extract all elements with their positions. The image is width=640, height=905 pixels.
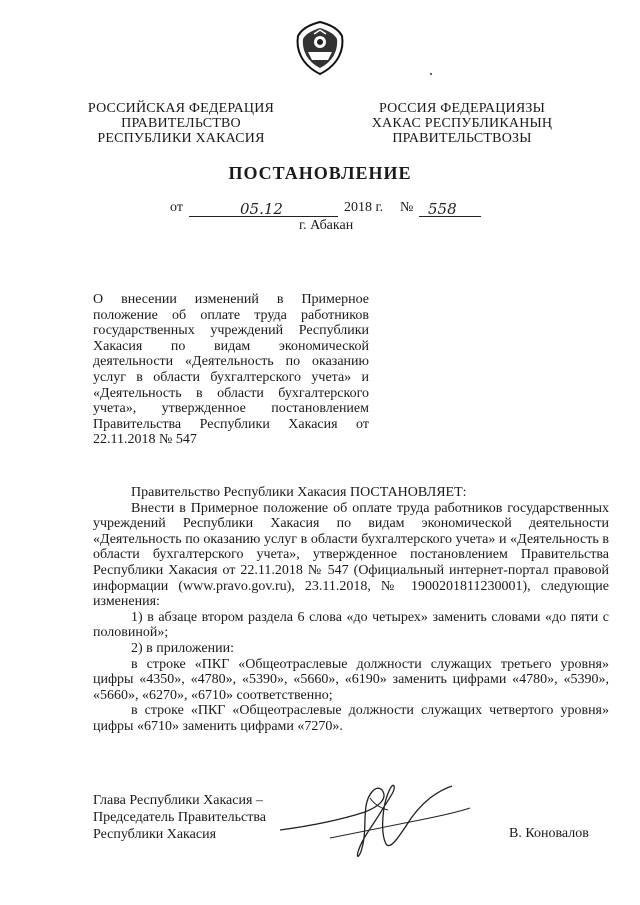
body-paragraph: в строке «ПКГ «Общеотраслевые должности служащих третьего уровня» цифры «4350», «4780», «5390», «5660», «6190» заменить цифрами «4780», «5390», «5660», «6270», «6710» соответственно; [93, 656, 609, 703]
coat-of-arms-icon [294, 20, 346, 76]
date-prefix: от [170, 200, 183, 215]
signatory-position-line: Председатель Правительства [93, 810, 266, 825]
number-sign: № [400, 200, 414, 215]
document-subject: О внесении изменений в Примерное положение об оплате труда работников государственных учреждений Республики Хакасия по видам экономической деятельности «Деятельность по оказанию услуг в области бухгалтерского учета» и «Деятельность в области бухгалтерского учета», утвержденное постановлением Правительства Республики Хакасия от 22.11.2018 № 547 [93, 292, 369, 448]
date-year: 2018 г. [344, 200, 384, 215]
document-title: ПОСТАНОВЛЕНИЕ [228, 163, 412, 183]
header-right-line: ПРАВИТЕЛЬСТВОЗЫ [392, 131, 532, 146]
stray-mark [430, 73, 432, 75]
header-left [86, 101, 276, 146]
body-paragraph: в строке «ПКГ «Общеотраслевые должности служащих четвертого уровня» цифры «6710» заменить цифрами «7270». [93, 703, 609, 734]
signatory-position-line: Глава Республики Хакасия – [93, 793, 263, 808]
body-paragraph: 1) в абзаце втором раздела 6 слова «до четырех» заменить словами «до пяти с половиной»; [93, 609, 609, 641]
date-line [170, 198, 490, 218]
body-paragraph: Правительство Республики Хакасия ПОСТАНОВЛЯЕТ: [131, 485, 467, 500]
header-right-line: ХАКАС РЕСПУБЛИКАНЫҢ [371, 116, 553, 131]
header-left-line: РОССИЙСКАЯ ФЕДЕРАЦИЯ [87, 101, 275, 116]
body-paragraph: 2) в приложении: [131, 640, 234, 656]
handwritten-number: 558 [428, 200, 457, 218]
handwritten-date: 05.12 [240, 200, 283, 218]
body-paragraph: Внести в Примерное положение об оплате труда работников государственных учреждений Республики Хакасия по видам экономической деятельности «Деятельность по оказанию услуг в области бухгалтерского учета» и «Деятельность в области бухгалтерского учета», утвержденное постановлением Правительства Республики Хакасия от 22.11.2018 № 547 (Официальный интернет-портал правовой информации (www.pravo.gov.ru), 23.11.2018, № 1900201811230001), следующие изменения: [93, 500, 609, 610]
header-right [362, 101, 562, 146]
header-right-line: РОССИЯ ФЕДЕРАЦИЯЗЫ [378, 101, 546, 116]
document-body [93, 485, 609, 735]
header-left-line: РЕСПУБЛИКИ ХАКАСИЯ [97, 131, 265, 146]
header-left-line: ПРАВИТЕЛЬСТВО [121, 116, 241, 131]
signatory-position-line: Республики Хакасия [93, 827, 217, 842]
signatory-position [93, 792, 293, 843]
handwritten-signature [270, 768, 500, 868]
signatory-name: В. Коновалов [509, 826, 589, 841]
city: г. Абакан [299, 218, 354, 233]
